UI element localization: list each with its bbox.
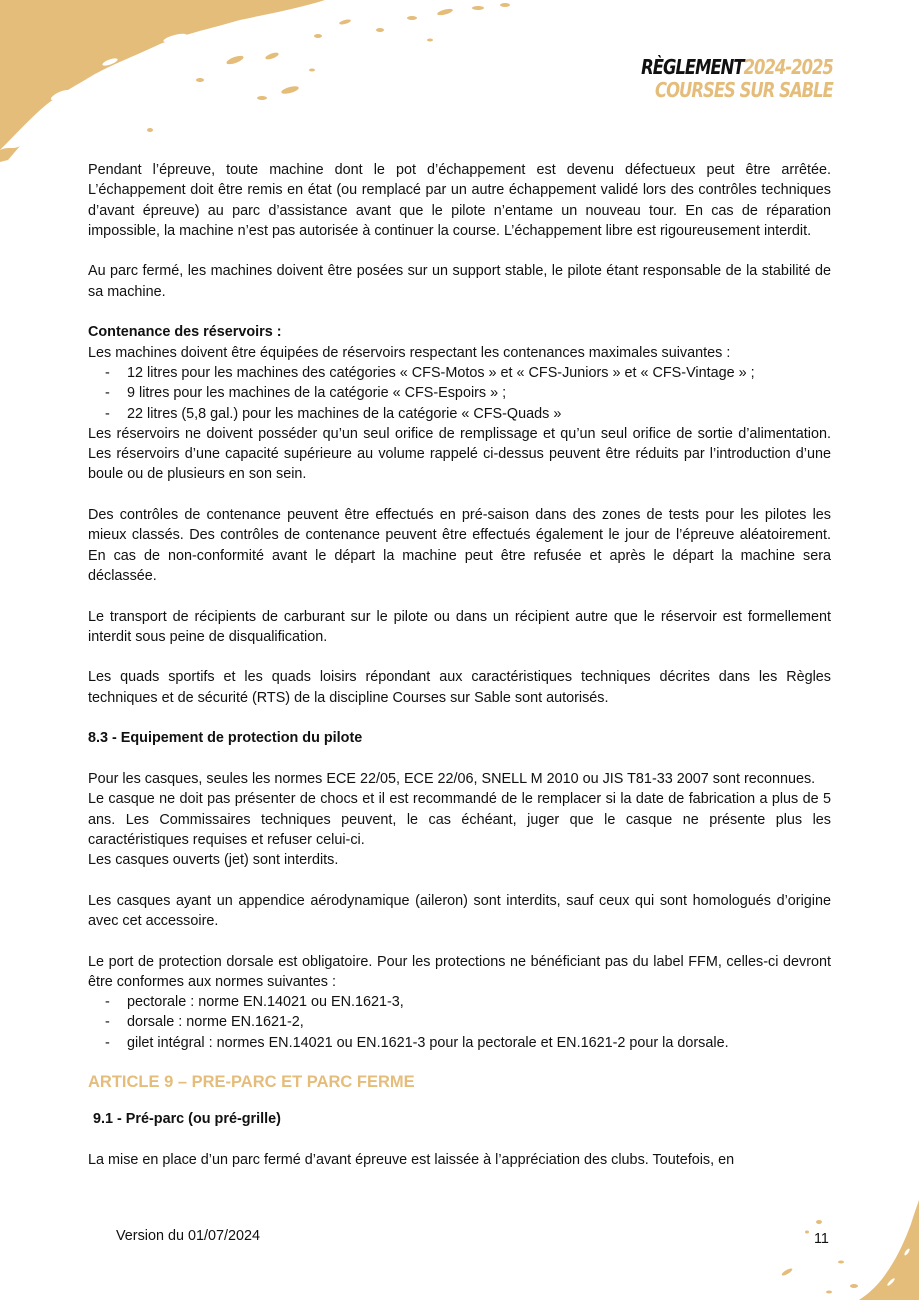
- paragraph-back-protection: Le port de protection dorsale est obligatoire. Pour les protections ne bénéficiant pas du label FFM, celles-ci devront être conformes aux normes suivantes :: [88, 953, 831, 990]
- list-item: - pectorale : norme EN.14021 ou EN.1621-3,: [105, 994, 404, 1011]
- paragraph-open-helmets: Les casques ouverts (jet) sont interdits.: [88, 852, 339, 869]
- footer-version: Version du 01/07/2024: [116, 1228, 261, 1244]
- paragraph-exhaust: Pendant l’épreuve, toute machine dont le pot d’échappement est devenu défectueux peut être arrêtée. L’échappement doit être remis en état (ou remplacé par un autre échappement validé lors des contrôles techniques d’avant épreuve) au parc d’assistance avant que le pilote n’entame un nouveau tour. En cas de réparation impossible, la machine n’est pas autorisée à continuer la course. L’échappement libre est rigoureusement interdit.: [88, 162, 831, 239]
- page-number: 11: [814, 1231, 829, 1247]
- protection-list: [88, 992, 831, 1053]
- header-reglement: RÈGLEMENT: [641, 55, 744, 79]
- tanks-heading: Contenance des réservoirs :: [88, 324, 282, 341]
- sand-splash-decoration-top-left: [0, 0, 540, 165]
- paragraph-helmet-condition: Le casque ne doit pas présenter de chocs et il est recommandé de le remplacer si la date de fabrication a plus de 5 ans. Les Commissaires techniques peuvent, le cas échéant, juger que le casque ne présente plus les caractéristiques requises et refuser celui-ci.: [88, 791, 831, 848]
- header-title: [641, 56, 833, 102]
- list-item: - 12 litres pour les machines des catégories « CFS-Motos » et « CFS-Juniors » et « CFS-Vintage » ;: [105, 364, 755, 381]
- main-content: [88, 160, 831, 1170]
- section-heading-8-3: 8.3 - Equipement de protection du pilote: [88, 730, 363, 747]
- section-heading-9-1: 9.1 - Pré-parc (ou pré-grille): [93, 1111, 281, 1128]
- paragraph-helmet-norms: Pour les casques, seules les normes ECE 22/05, ECE 22/06, SNELL M 2010 ou JIS T81-33 2007 sont reconnues.: [88, 770, 816, 787]
- paragraph-fuel-transport: Le transport de récipients de carburant sur le pilote ou dans un récipient autre que le réservoir est formellement interdit sous peine de disqualification.: [88, 608, 831, 645]
- list-item: - dorsale : norme EN.1621-2,: [105, 1014, 304, 1031]
- tanks-list: [88, 363, 831, 424]
- paragraph-helmet-aileron: Les casques ayant un appendice aérodynamique (aileron) sont interdits, sauf ceux qui sont homologués d’origine avec cet accessoire.: [88, 892, 831, 929]
- tanks-intro: Les machines doivent être équipées de réservoirs respectant les contenances maximales suivantes :: [88, 344, 731, 361]
- header-season: 2024-2025: [743, 55, 833, 79]
- article-9-heading: ARTICLE 9 – PRE-PARC ET PARC FERME: [88, 1073, 415, 1092]
- paragraph-tank-orifices: Les réservoirs ne doivent posséder qu’un seul orifice de remplissage et qu’un seul orifice de sortie d’alimentation. Les réservoirs d’une capacité supérieure au volume rappelé ci-dessus peuvent être réduits par l’introduction d’une boule ou de plusieurs en son sein.: [88, 425, 831, 483]
- paragraph-pre-parc: La mise en place d’un parc fermé d’avant épreuve est laissée à l’appréciation des clubs. Toutefois, en: [88, 1151, 735, 1168]
- header-discipline: COURSES SUR SABLE: [655, 78, 833, 102]
- list-item: - 9 litres pour les machines de la catégorie « CFS-Espoirs » ;: [105, 385, 507, 402]
- paragraph-parc-ferme: Au parc fermé, les machines doivent être posées sur un support stable, le pilote étant responsable de la stabilité de sa machine.: [88, 263, 831, 300]
- sand-splash-decoration-bottom-right: [759, 1200, 919, 1300]
- paragraph-capacity-checks: Des contrôles de contenance peuvent être effectués en pré-saison dans des zones de tests pour les pilotes les mieux classés. Des contrôles de contenance peuvent être effectués également le jour de l’épreuve aléatoirement. En cas de non-conformité avant le départ la machine peut être refusée et après le départ la machine sera déclassée.: [88, 507, 831, 584]
- list-item: - gilet intégral : normes EN.14021 ou EN.1621-3 pour la pectorale et EN.1621-2 pour la dorsale.: [105, 1034, 729, 1051]
- paragraph-quads: Les quads sportifs et les quads loisirs répondant aux caractéristiques techniques décrites dans les Règles techniques et de sécurité (RTS) de la discipline Courses sur Sable sont autorisés.: [88, 669, 831, 706]
- list-item: - 22 litres (5,8 gal.) pour les machines de la catégorie « CFS-Quads »: [105, 405, 562, 422]
